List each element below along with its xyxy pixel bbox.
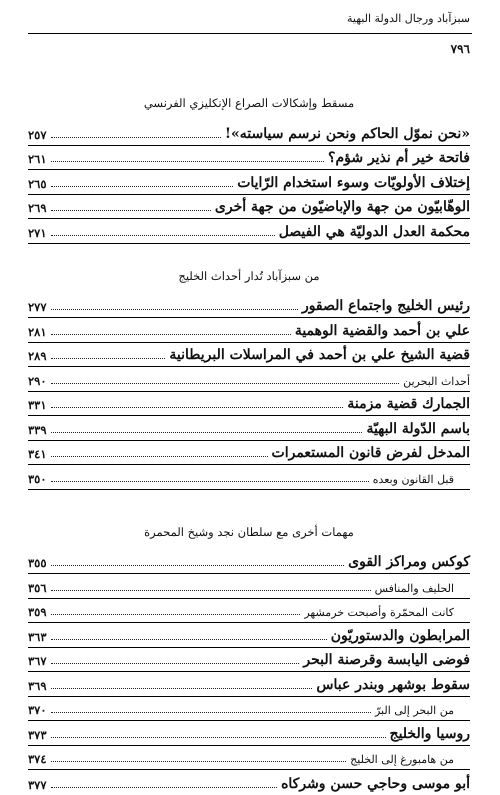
- dot-leader: [51, 565, 345, 566]
- toc-entry: [28, 121, 470, 146]
- toc-entry: [28, 392, 470, 417]
- toc-entry: [28, 599, 470, 624]
- dot-leader: [51, 712, 371, 713]
- toc-entry-list: [28, 294, 470, 490]
- entry-title: من هامبورغ إلى الخليج: [350, 753, 454, 766]
- dot-leader: [51, 210, 211, 211]
- toc-entry: [28, 770, 470, 795]
- dot-leader: [51, 407, 344, 408]
- entry-title: روسيا والخليج: [389, 725, 470, 742]
- entry-title: فاتحة خير أم نذير شؤم؟: [328, 150, 470, 166]
- running-title: سبزآباد ورجال الدولة البهية: [347, 12, 470, 25]
- entry-page-number: ٢٦٥: [28, 176, 47, 191]
- section-title: مسقط وإشكالات الصراع الإنكليزي الفرنسي: [143, 96, 355, 110]
- entry-page-number: ٢٨٩: [28, 349, 47, 363]
- entry-title: أبو موسى وحاجي حسن وشركاه: [281, 775, 470, 792]
- section-title: من سبزآباد تُدار أحداث الخليج: [178, 268, 320, 283]
- entry-page-number: ٢٨١: [28, 324, 47, 339]
- header-rule: [28, 33, 472, 34]
- entry-page-number: ٢٥٧: [28, 127, 47, 142]
- dot-leader: [51, 639, 327, 640]
- entry-page-number: ٣٦٣: [28, 629, 47, 644]
- toc-entry: [28, 465, 470, 490]
- section-title: مهمات أخرى مع سلطان نجد وشيخ المحمرة: [144, 524, 354, 539]
- entry-page-number: ٣٧٧: [28, 777, 47, 792]
- toc-entry: [28, 574, 470, 599]
- toc-entry: [28, 343, 470, 368]
- entry-title: فوضى اليابسة وقرصنة البحر: [303, 652, 470, 668]
- toc-entry: [28, 648, 470, 673]
- toc-entry: [28, 416, 470, 441]
- entry-title: كانت المحمّرة وأصبحت خرمشهر: [304, 606, 454, 619]
- toc-entry: [28, 146, 470, 171]
- entry-page-number: ٢٧٧: [28, 300, 47, 314]
- dot-leader: [51, 334, 291, 335]
- toc-entry: [28, 441, 470, 466]
- dot-leader: [51, 161, 324, 162]
- dot-leader: [51, 787, 278, 788]
- entry-title: الحليف والمنافس: [374, 581, 454, 595]
- toc-entry: [28, 170, 470, 195]
- dot-leader: [51, 186, 234, 187]
- toc-entry: [28, 697, 470, 722]
- entry-page-number: ٢٩٠: [28, 373, 47, 388]
- toc-entry: [28, 367, 470, 392]
- entry-page-number: ٣٥٦: [28, 580, 47, 595]
- entry-page-number: ٣٣٩: [28, 422, 47, 437]
- entry-page-number: ٣٧٣: [28, 727, 47, 742]
- running-head: [30, 12, 470, 25]
- entry-title: المدخل لفرض قانون المستعمرات: [271, 445, 470, 461]
- entry-page-number: ٣٥٩: [28, 605, 47, 619]
- entry-title: كوكس ومراكز القوى: [348, 554, 470, 570]
- dot-leader: [51, 590, 371, 591]
- dot-leader: [51, 137, 221, 138]
- toc-entry: [28, 550, 470, 575]
- dot-leader: [51, 761, 347, 762]
- toc-entry: [28, 721, 470, 746]
- entry-title: أحداث البحرين: [403, 374, 470, 388]
- toc-entry-list: [28, 121, 470, 244]
- dot-leader: [51, 481, 369, 482]
- page-number: ٧٩٦: [450, 42, 470, 56]
- entry-title: الوهّابيّون من جهة والإباضيّون من جهة أخرى: [214, 199, 470, 215]
- toc-entry-list: [28, 550, 470, 795]
- dot-leader: [51, 688, 313, 689]
- entry-title: قبل القانون وبعده: [372, 472, 454, 486]
- dot-leader: [51, 737, 386, 738]
- toc-entry: [28, 195, 470, 220]
- dot-leader: [51, 663, 300, 664]
- entry-title: إختلاف الأولويّات وسوء استخدام الرّايات: [237, 174, 470, 191]
- entry-page-number: ٣٣١: [28, 398, 47, 412]
- toc-entry: [28, 294, 470, 319]
- entry-title: الجمارك قضية مزمنة: [347, 396, 470, 412]
- toc-entry: [28, 623, 470, 648]
- entry-title: من البحر إلى البرّ: [374, 704, 454, 717]
- entry-page-number: ٣٥٥: [28, 556, 47, 570]
- entry-title: «نحن نموّل الحاكم ونحن نرسم سياسته»!: [224, 125, 470, 142]
- entry-page-number: ٣٧٠: [28, 703, 47, 717]
- entry-page-number: ٣٧٤: [28, 752, 47, 766]
- dot-leader: [51, 309, 298, 310]
- dot-leader: [51, 432, 363, 433]
- toc-entry: [28, 672, 470, 697]
- entry-page-number: ٣٦٩: [28, 678, 47, 693]
- toc-entry: [28, 318, 470, 343]
- toc-entry: [28, 219, 470, 244]
- table-of-contents: [28, 95, 470, 795]
- toc-entry: [28, 746, 470, 771]
- dot-leader: [51, 614, 301, 615]
- entry-page-number: ٢٦٩: [28, 201, 47, 215]
- entry-page-number: ٢٦١: [28, 152, 47, 166]
- entry-page-number: ٣٦٧: [28, 654, 47, 668]
- entry-title: رئيس الخليج واجتماع الصقور: [301, 298, 470, 314]
- dot-leader: [51, 456, 268, 457]
- entry-page-number: ٣٤١: [28, 447, 47, 461]
- dot-leader: [51, 235, 275, 236]
- dot-leader: [51, 358, 166, 359]
- entry-title: قضية الشيخ علي بن أحمد في المراسلات البريطانية: [169, 347, 470, 363]
- entry-page-number: ٢٧١: [28, 225, 47, 240]
- entry-title: سقوط بوشهر وبندر عباس: [316, 676, 470, 693]
- entry-page-number: ٣٥٠: [28, 471, 47, 486]
- entry-title: محكمة العدل الدوليّة هي الفيصل: [278, 223, 470, 240]
- dot-leader: [51, 383, 400, 384]
- entry-title: المرابطون والدستوريّون: [330, 627, 470, 644]
- entry-title: علي بن أحمد والقضية الوهمية: [294, 322, 470, 339]
- entry-title: باسم الدّولة البهيّة: [366, 420, 470, 437]
